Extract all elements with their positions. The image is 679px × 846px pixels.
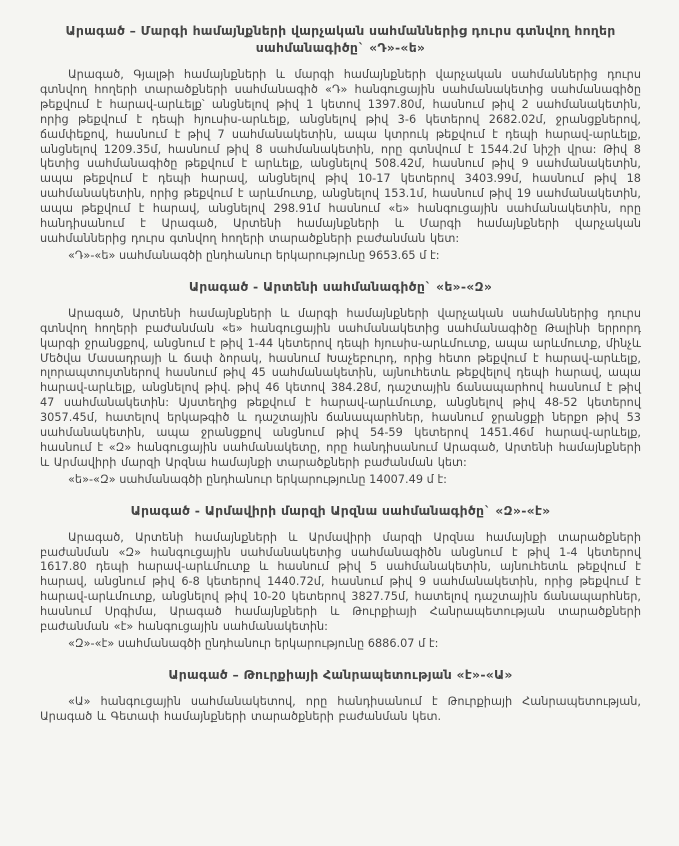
section-boundary-e-z: [40, 278, 641, 488]
section-boundary-z-e: [40, 502, 641, 652]
section-title: Արագած – Թուրքիայի Հանրապետության «է»-«Ա»: [168, 666, 513, 682]
section-boundary-d-e: [40, 22, 641, 264]
section-body: «Ա» հանգուցային սահմանակետով, որը հանդիսանում է Թուրքիայի Հանրապետության, Արագած և Գետափ համայնքների տարածքների բաժանման կետ.: [40, 694, 641, 723]
section-body: Արագած, Արտենի համայնքների և մարգի համայնքների վարչական սահմաններից դուրս գտնվող հողերի բաժանման «ե» հանգուցային սահմանակետից սահմանագիծը Թալինի երրորդ կարգի ջրանցքով, անցնում է թիվ 1-44 կետերով դեպի հյուսիս-արևմուտք, ապա արևմուտք, մինչև Մեծվա Մասադրայի և ճափ ձորակ, հասնում Խաչեբուրդ, որից հետո թեքվում է հարավ-արևելք, ոլորապտույտներով հասնում թիվ 45 սահմանակետին, այնուհետև թեքվելով դեպի հարավ, ապա հարավ-արևելք, անցնելով թիվ. թիվ 46 կետով 384.28մ, դաշտային ճանապարհով հասնում է թիվ 47 սահմանակետին: Այստեղից թեքվում է հարավ-արևմուտք, անցնելով թիվ 48-52 կետերով 3057.45մ, հատելով երկաթգիծ և դաշտային ճանապարհներ, հասնում ջրանցքի ներքո թիվ 53 սահմանակետին, ապա ջրանցքով անցնում թիվ 54-59 կետերով 1451.46մ հարավ-արևելք, հասնում է «Զ» հանգուցային սահմանակետը, որը հանդիսանում Արագած, Արտենի համայնքների և Արմավիրի մարզի Արզնա համայնքի տարածքների բաժանման կետ:: [40, 306, 641, 469]
boundary-length-line: «ե»-«Զ» սահմանագծի ընդհանուր երկարությունը 14007.49 մ է:: [68, 472, 447, 486]
section-title: Արագած - Արմավիրի մարզի Արզնա սահմանագիծը` «Զ»-«է»: [130, 502, 551, 518]
section-body: Արագած, Արտենի համայնքների և Արմավիրի մարզի Արզնա համայնքի տարածքների բաժանման «Զ» հանգուցային սահմանակետից սահմանագիծն անցնում է թիվ 1-4 կետերով 1617.80 դեպի հարավ-արևմուտք և հասնում թիվ 5 սահմանակետին, այնուհետև թեքվում է հարավ, անցնում թիվ 6-8 կետերով 1440.72մ, հասնում թիվ 9 սահմանակետին, որից թեքվում է հարավ-արևմուտք, անցնելով թիվ 10-20 կետերով 3827.75մ, հատելով դաշտային ճանապարհներ, հասնում Սրգիմա, Արագած համայնքների և Թուրքիայի Հանրապետության տարածքների բաժանման «է» հանգուցային սահմանակետին:: [40, 530, 641, 634]
section-title: Արագած - Արտենի սահմանագիծը` «ե»-«Զ»: [188, 278, 493, 294]
boundary-length-line: «Զ»-«է» սահմանագծի ընդհանուր երկարությունը 6886.07 մ է:: [68, 637, 439, 650]
section-body: Արագած, Գյալթի համայնքների և մարգի համայնքների վարչական սահմաններից դուրս գտնվող հողերի տարածքների սահմանագիծ «Դ» հանգուցային սահմանակետից սահմանագիծը թեքվում է հարավ-արևելք՝ անցնելով թիվ 1 կետով 1397.80մ, հասնում թիվ 2 սահմանակետին, որից թեքվում է դեպի հյուսիս-արևելք, անցնելով թիվ 3-6 կետերով 2682.02մ, ջրանցքներով, ճամփեքով, հասնում է թիվ 7 սահմանակետին, ապա կտրուկ թեքվում է դեպի հարավ-արևելք, անցնելով 1209.35մ, հասնում թիվ 8 սահմանակետին, որը գտնվում է 1544.2մ նիշի վրա: Թիվ 8 կետից սահմանագիծը թեքվում է արևելք, անցնելով 508.42մ, հասնում թիվ 9 սահմանակետին, ապա թեքվում է դեպի հարավ, անցնելով թիվ 10-17 կետերով 3403.99մ, հասնում թիվ 18 սահմանակետին, որից թեքվում է արևմուտք, անցնելով 153.1մ, հասնում թիվ 19 սահմանակետին, ապա թեքվում է հարավ, անցնելով 298.91մ հասնում «ե» հանգուցային սահմանակետին, որը հանդիսանում է Արագած, Արտենի համայնքների և Մարգի համայնքների վարչական սահմաններից դուրս գտնվող հողերի տարածքների բաժանման կետ:: [40, 68, 641, 245]
boundary-length-line: «Դ»-«ե» սահմանագծի ընդհանուր երկարությունը 9653.65 մ է:: [68, 248, 440, 262]
section-boundary-e-a: [40, 666, 641, 725]
section-title: Արագած – Մարգի համայնքների վարչական սահմաններից դուրս գտնվող հողեր սահմանագիծը` «Դ»-«ե»: [65, 23, 616, 55]
